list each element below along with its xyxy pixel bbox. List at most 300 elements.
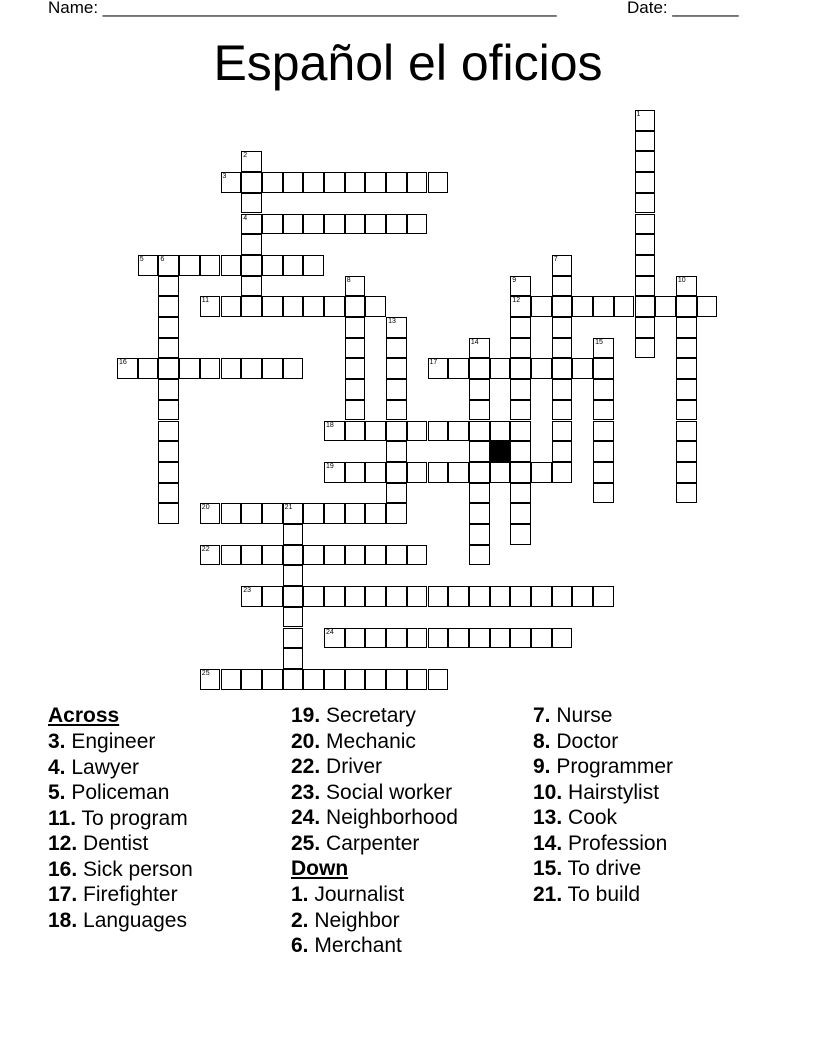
- grid-cell[interactable]: [469, 545, 490, 566]
- grid-cell[interactable]: [531, 628, 552, 649]
- clue-item-number: 18.: [48, 908, 78, 932]
- grid-cell[interactable]: [386, 503, 407, 524]
- grid-cell[interactable]: [241, 193, 262, 214]
- grid-cell[interactable]: [303, 586, 324, 607]
- grid-cell[interactable]: [552, 296, 573, 317]
- grid-cell[interactable]: [386, 586, 407, 607]
- grid-cell[interactable]: [262, 214, 283, 235]
- grid-cell[interactable]: [490, 462, 511, 483]
- grid-cell[interactable]: [510, 276, 531, 297]
- grid-cell[interactable]: [200, 358, 221, 379]
- clue-item-number: 22.: [291, 755, 321, 778]
- grid-cell[interactable]: [345, 379, 366, 400]
- grid-cell[interactable]: [676, 358, 697, 379]
- grid-cell[interactable]: [552, 400, 573, 421]
- grid-cell[interactable]: [200, 669, 221, 690]
- grid-cell[interactable]: [262, 255, 283, 276]
- grid-cell[interactable]: [469, 628, 490, 649]
- grid-cell[interactable]: [386, 214, 407, 235]
- grid-cell[interactable]: [283, 358, 304, 379]
- grid-cell[interactable]: [365, 421, 386, 442]
- grid-cell[interactable]: [448, 462, 469, 483]
- clue-item-number: 16.: [48, 857, 78, 881]
- clue-item-number: 19.: [291, 704, 321, 727]
- clue-item: [533, 780, 673, 806]
- grid-cell[interactable]: [676, 441, 697, 462]
- grid-cell[interactable]: [324, 421, 345, 442]
- grid-cell[interactable]: [635, 317, 656, 338]
- grid-cell[interactable]: [158, 255, 179, 276]
- grid-cell[interactable]: [676, 296, 697, 317]
- grid-cell[interactable]: [262, 669, 283, 690]
- grid-cell[interactable]: [386, 483, 407, 504]
- grid-cell[interactable]: [221, 503, 242, 524]
- clue-number: 3: [222, 173, 227, 181]
- clue-item-number: 5.: [48, 781, 66, 804]
- grid-cell[interactable]: [428, 669, 449, 690]
- clue-item-text: Lawyer: [65, 755, 140, 779]
- grid-cell[interactable]: [303, 172, 324, 193]
- grid-cell[interactable]: [386, 421, 407, 442]
- clue-item: [48, 780, 193, 806]
- grid-cell[interactable]: [593, 379, 614, 400]
- clue-item: [48, 806, 193, 832]
- grid-cell[interactable]: [283, 296, 304, 317]
- clue-item: [48, 831, 193, 857]
- clue-item: [291, 729, 458, 755]
- grid-cell[interactable]: [241, 172, 262, 193]
- clue-item: [291, 882, 458, 908]
- grid-cell[interactable]: [572, 358, 593, 379]
- grid-cell[interactable]: [200, 255, 221, 276]
- grid-cell[interactable]: [241, 503, 262, 524]
- grid-cell[interactable]: [241, 255, 262, 276]
- clue-item-text: Cook: [562, 806, 618, 829]
- grid-cell[interactable]: [345, 586, 366, 607]
- clue-column-3: [533, 703, 673, 907]
- grid-cell[interactable]: [552, 317, 573, 338]
- grid-cell[interactable]: [283, 565, 304, 586]
- clue-item: [533, 729, 673, 755]
- grid-cell[interactable]: [386, 628, 407, 649]
- date-line: Date: _______: [627, 0, 739, 17]
- grid-cell[interactable]: [407, 669, 428, 690]
- grid-cell[interactable]: [345, 669, 366, 690]
- grid-cell[interactable]: [283, 628, 304, 649]
- grid-cell[interactable]: [365, 503, 386, 524]
- grid-cell[interactable]: [593, 338, 614, 359]
- grid-cell[interactable]: [158, 379, 179, 400]
- clue-item-text: Profession: [562, 831, 668, 855]
- grid-cell[interactable]: [324, 462, 345, 483]
- grid-cell[interactable]: [510, 503, 531, 524]
- clue-number: 20: [201, 504, 210, 512]
- grid-cell[interactable]: [510, 358, 531, 379]
- grid-cell[interactable]: [283, 255, 304, 276]
- grid-cell[interactable]: [635, 193, 656, 214]
- grid-cell[interactable]: [324, 545, 345, 566]
- grid-cell[interactable]: [510, 462, 531, 483]
- grid-cell[interactable]: [365, 586, 386, 607]
- grid-cell[interactable]: [386, 379, 407, 400]
- grid-cell[interactable]: [365, 628, 386, 649]
- grid-cell[interactable]: [469, 400, 490, 421]
- grid-cell[interactable]: [469, 503, 490, 524]
- clue-item-number: 12.: [48, 832, 78, 855]
- grid-cell[interactable]: [593, 462, 614, 483]
- clue-item-number: 10.: [533, 780, 563, 804]
- grid-cell[interactable]: [262, 586, 283, 607]
- clue-item: [533, 856, 673, 882]
- grid-cell[interactable]: [138, 255, 159, 276]
- grid-cell[interactable]: [200, 503, 221, 524]
- grid-cell[interactable]: [448, 358, 469, 379]
- grid-cell[interactable]: [469, 358, 490, 379]
- grid-cell[interactable]: [386, 669, 407, 690]
- grid-cell[interactable]: [510, 296, 531, 317]
- clue-item-text: Secretary: [320, 704, 416, 727]
- grid-cell[interactable]: [510, 421, 531, 442]
- grid-cell[interactable]: [365, 669, 386, 690]
- grid-cell[interactable]: [469, 524, 490, 545]
- grid-cell[interactable]: [490, 586, 511, 607]
- grid-cell[interactable]: [221, 545, 242, 566]
- grid-cell[interactable]: [324, 586, 345, 607]
- grid-cell[interactable]: [345, 421, 366, 442]
- grid-cell[interactable]: [510, 441, 531, 462]
- grid-cell[interactable]: [531, 296, 552, 317]
- grid-cell[interactable]: [324, 172, 345, 193]
- clue-number: 23: [243, 587, 251, 595]
- grid-cell[interactable]: [552, 421, 573, 442]
- grid-cell[interactable]: [345, 545, 366, 566]
- grid-cell[interactable]: [158, 503, 179, 524]
- grid-cell[interactable]: [510, 586, 531, 607]
- grid-cell[interactable]: [635, 276, 656, 297]
- clue-item: [291, 805, 458, 831]
- grid-cell[interactable]: [655, 296, 676, 317]
- grid-cell[interactable]: [552, 255, 573, 276]
- grid-cell[interactable]: [241, 276, 262, 297]
- grid-cell[interactable]: [407, 421, 428, 442]
- grid-cell[interactable]: [345, 276, 366, 297]
- grid-cell[interactable]: [241, 151, 262, 172]
- clue-item: [48, 729, 193, 755]
- grid-cell[interactable]: [510, 483, 531, 504]
- grid-cell[interactable]: [221, 358, 242, 379]
- grid-cell[interactable]: [552, 441, 573, 462]
- clue-item-number: 11.: [48, 806, 77, 830]
- grid-cell[interactable]: [676, 421, 697, 442]
- grid-cell[interactable]: [448, 586, 469, 607]
- grid-cell[interactable]: [386, 462, 407, 483]
- clue-item-text: Driver: [320, 755, 383, 778]
- grid-cell[interactable]: [345, 317, 366, 338]
- clue-number: 16: [119, 359, 127, 367]
- grid-cell[interactable]: [635, 338, 656, 359]
- grid-cell[interactable]: [510, 628, 531, 649]
- grid-cell[interactable]: [593, 358, 614, 379]
- clue-number: 6: [160, 255, 165, 263]
- clue-number: 12: [512, 297, 521, 305]
- clue-number: 8: [346, 276, 351, 284]
- clue-item-text: Languages: [77, 908, 187, 932]
- grid-cell[interactable]: [428, 358, 449, 379]
- grid-cell[interactable]: [345, 503, 366, 524]
- grid-cell[interactable]: [428, 628, 449, 649]
- grid-cell[interactable]: [283, 586, 304, 607]
- grid-cell[interactable]: [241, 669, 262, 690]
- clue-item-text: Merchant: [308, 934, 402, 957]
- grid-cell[interactable]: [221, 669, 242, 690]
- grid-cell[interactable]: [407, 214, 428, 235]
- grid-cell[interactable]: [510, 524, 531, 545]
- grid-cell[interactable]: [345, 628, 366, 649]
- grid-cell[interactable]: [635, 234, 656, 255]
- grid-cell[interactable]: [428, 586, 449, 607]
- grid-cell[interactable]: [490, 628, 511, 649]
- grid-cell[interactable]: [593, 483, 614, 504]
- grid-cell[interactable]: [345, 358, 366, 379]
- grid-cell[interactable]: [283, 214, 304, 235]
- grid-cell[interactable]: [241, 234, 262, 255]
- grid-cell[interactable]: [593, 586, 614, 607]
- grid-cell[interactable]: [428, 172, 449, 193]
- grid-cell[interactable]: [345, 296, 366, 317]
- clue-item-text: Doctor: [550, 729, 619, 753]
- grid-cell[interactable]: [283, 172, 304, 193]
- grid-cell[interactable]: [676, 379, 697, 400]
- clue-item-number: 25.: [291, 831, 321, 855]
- clue-number: 21: [284, 504, 293, 512]
- grid-cell[interactable]: [158, 441, 179, 462]
- grid-cell[interactable]: [158, 296, 179, 317]
- grid-cell[interactable]: [138, 358, 159, 379]
- grid-cell[interactable]: [676, 462, 697, 483]
- grid-cell[interactable]: [676, 483, 697, 504]
- grid-cell[interactable]: [407, 628, 428, 649]
- grid-cell[interactable]: [158, 462, 179, 483]
- grid-cell[interactable]: [345, 400, 366, 421]
- grid-cell[interactable]: [428, 462, 449, 483]
- clue-item: [533, 805, 673, 831]
- grid-cell[interactable]: [117, 358, 138, 379]
- grid-cell[interactable]: [345, 338, 366, 359]
- grid-cell[interactable]: [531, 462, 552, 483]
- grid-cell[interactable]: [635, 214, 656, 235]
- clue-section-heading: Down: [291, 857, 349, 880]
- grid-cell[interactable]: [303, 545, 324, 566]
- clue-item-number: 2.: [291, 908, 309, 932]
- grid-cell[interactable]: [241, 358, 262, 379]
- grid-cell[interactable]: [469, 338, 490, 359]
- grid-cell[interactable]: [365, 545, 386, 566]
- grid-cell[interactable]: [552, 586, 573, 607]
- grid-cell[interactable]: [283, 669, 304, 690]
- grid-cell[interactable]: [552, 462, 573, 483]
- grid-cell[interactable]: [469, 586, 490, 607]
- grid-cell[interactable]: [283, 503, 304, 524]
- grid-cell[interactable]: [593, 296, 614, 317]
- grid-cell[interactable]: [303, 503, 324, 524]
- grid-cell[interactable]: [365, 296, 386, 317]
- clue-number: 11: [201, 297, 210, 305]
- grid-cell[interactable]: [552, 276, 573, 297]
- grid-cell[interactable]: [510, 317, 531, 338]
- grid-cell[interactable]: [428, 421, 449, 442]
- grid-cell[interactable]: [510, 400, 531, 421]
- clue-item-text: Hairstylist: [562, 780, 660, 804]
- grid-cell[interactable]: [635, 296, 656, 317]
- clue-item: [48, 908, 193, 934]
- grid-cell[interactable]: [345, 462, 366, 483]
- grid-cell[interactable]: [635, 110, 656, 131]
- grid-cell[interactable]: [469, 483, 490, 504]
- grid-cell[interactable]: [283, 524, 304, 545]
- grid-cell[interactable]: [676, 400, 697, 421]
- grid-cell[interactable]: [324, 214, 345, 235]
- clue-item-text: Neighbor: [308, 908, 400, 932]
- grid-cell[interactable]: [407, 462, 428, 483]
- grid-cell[interactable]: [386, 400, 407, 421]
- grid-cell[interactable]: [158, 400, 179, 421]
- grid-cell[interactable]: [635, 255, 656, 276]
- grid-cell[interactable]: [283, 607, 304, 628]
- clue-item-number: 13.: [533, 806, 563, 829]
- clue-item-number: 9.: [533, 755, 551, 778]
- clue-item-number: 21.: [533, 882, 563, 906]
- grid-cell[interactable]: [407, 545, 428, 566]
- grid-cell[interactable]: [241, 545, 262, 566]
- grid-cell[interactable]: [386, 441, 407, 462]
- grid-cell[interactable]: [572, 296, 593, 317]
- grid-cell[interactable]: [158, 338, 179, 359]
- grid-cell[interactable]: [365, 214, 386, 235]
- grid-cell[interactable]: [469, 421, 490, 442]
- grid-cell[interactable]: [593, 400, 614, 421]
- grid-cell[interactable]: [324, 503, 345, 524]
- grid-cell[interactable]: [262, 172, 283, 193]
- grid-cell[interactable]: [324, 669, 345, 690]
- grid-cell[interactable]: [407, 172, 428, 193]
- grid-cell[interactable]: [262, 545, 283, 566]
- grid-cell[interactable]: [552, 338, 573, 359]
- grid-cell[interactable]: [179, 255, 200, 276]
- grid-cell[interactable]: [324, 296, 345, 317]
- grid-cell[interactable]: [572, 586, 593, 607]
- grid-cell[interactable]: [469, 379, 490, 400]
- grid-cell[interactable]: [552, 379, 573, 400]
- grid-cell[interactable]: [635, 172, 656, 193]
- grid-cell[interactable]: [676, 317, 697, 338]
- grid-cell[interactable]: [490, 358, 511, 379]
- grid-cell[interactable]: [676, 276, 697, 297]
- grid-cell[interactable]: [345, 214, 366, 235]
- grid-cell[interactable]: [303, 296, 324, 317]
- grid-cell[interactable]: [697, 296, 718, 317]
- clue-item-text: Sick person: [77, 857, 193, 881]
- grid-cell[interactable]: [365, 172, 386, 193]
- grid-cell[interactable]: [283, 545, 304, 566]
- clue-item: [48, 755, 193, 781]
- grid-cell[interactable]: [158, 358, 179, 379]
- grid-cell[interactable]: [469, 462, 490, 483]
- grid-cell[interactable]: [386, 317, 407, 338]
- clue-item-text: Firefighter: [77, 883, 178, 906]
- grid-cell[interactable]: [531, 358, 552, 379]
- grid-cell[interactable]: [448, 628, 469, 649]
- grid-cell[interactable]: [510, 338, 531, 359]
- grid-cell[interactable]: [635, 131, 656, 152]
- clue-item-text: Social worker: [320, 780, 453, 804]
- grid-cell[interactable]: [324, 628, 345, 649]
- grid-cell[interactable]: [241, 214, 262, 235]
- grid-cell[interactable]: [179, 358, 200, 379]
- grid-cell[interactable]: [262, 296, 283, 317]
- grid-cell[interactable]: [386, 358, 407, 379]
- grid-cell[interactable]: [531, 586, 552, 607]
- grid-cell[interactable]: [262, 503, 283, 524]
- grid-cell[interactable]: [365, 462, 386, 483]
- grid-cell[interactable]: [510, 379, 531, 400]
- grid-cell[interactable]: [200, 296, 221, 317]
- clue-number: 4: [243, 214, 248, 222]
- grid-cell[interactable]: [490, 421, 511, 442]
- grid-cell[interactable]: [407, 586, 428, 607]
- clue-number: 7: [553, 255, 558, 263]
- grid-cell[interactable]: [262, 358, 283, 379]
- grid-cell[interactable]: [241, 586, 262, 607]
- clue-item: [291, 780, 458, 806]
- clue-column-1: [48, 703, 193, 933]
- grid-cell[interactable]: [593, 441, 614, 462]
- grid-cell[interactable]: [676, 338, 697, 359]
- clue-item-number: 3.: [48, 730, 66, 753]
- grid-cell[interactable]: [158, 276, 179, 297]
- grid-cell[interactable]: [614, 296, 635, 317]
- clue-number: 18: [326, 421, 334, 429]
- grid-cell[interactable]: [303, 669, 324, 690]
- grid-cell[interactable]: [221, 172, 242, 193]
- grid-cell[interactable]: [469, 441, 490, 462]
- clue-item-text: Programmer: [550, 755, 674, 778]
- grid-cell[interactable]: [386, 338, 407, 359]
- clue-number: 1: [636, 111, 641, 118]
- grid-cell[interactable]: [386, 545, 407, 566]
- grid-cell[interactable]: [241, 296, 262, 317]
- grid-cell[interactable]: [448, 421, 469, 442]
- clue-item: [533, 882, 673, 908]
- grid-cell[interactable]: [221, 255, 242, 276]
- grid-cell[interactable]: [221, 296, 242, 317]
- clue-item-number: 14.: [533, 831, 563, 855]
- clue-item-number: 8.: [533, 729, 551, 753]
- grid-cell[interactable]: [158, 421, 179, 442]
- grid-cell[interactable]: [303, 255, 324, 276]
- grid-cell[interactable]: [386, 172, 407, 193]
- grid-cell[interactable]: [552, 358, 573, 379]
- clue-item-number: 20.: [291, 729, 321, 753]
- grid-cell[interactable]: [283, 648, 304, 669]
- grid-cell[interactable]: [552, 628, 573, 649]
- grid-cell[interactable]: [200, 545, 221, 566]
- grid-cell[interactable]: [635, 151, 656, 172]
- grid-cell[interactable]: [593, 421, 614, 442]
- grid-cell[interactable]: [303, 214, 324, 235]
- grid-cell[interactable]: [345, 172, 366, 193]
- grid-cell[interactable]: [158, 317, 179, 338]
- grid-cell[interactable]: [158, 483, 179, 504]
